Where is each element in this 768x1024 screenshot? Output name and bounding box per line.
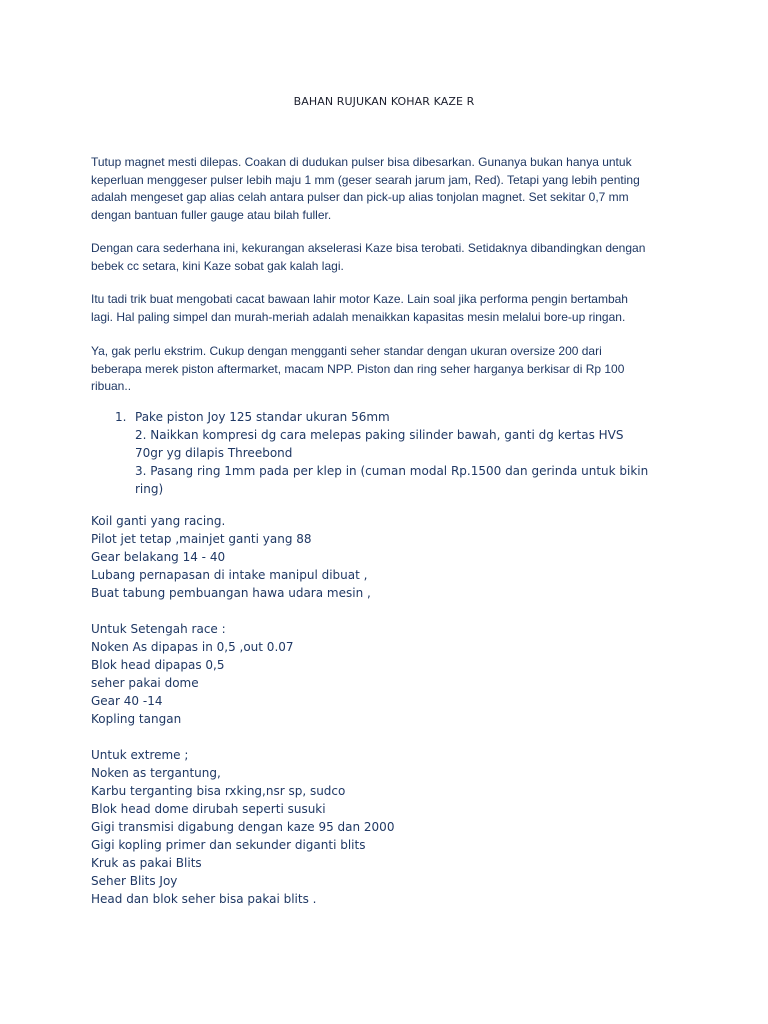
text-block-2 [91,620,294,728]
text-line: Kruk as pakai Blits [91,856,202,870]
text-block-1 [91,512,371,602]
paragraph-line: adalah mengeset gap alias celah antara pulser dan pick-up alias tonjolan magnet. Set sekitar 0,7 mm [91,190,629,204]
text-line: Pilot jet tetap ,mainjet ganti yang 88 [91,532,312,546]
list-line: 70gr yg dilapis Threebond [135,446,293,460]
text-line: Kopling tangan [91,712,182,726]
text-line: Buat tabung pembuangan hawa udara mesin , [91,586,371,600]
document-title: BAHAN RUJUKAN KOHAR KAZE R [293,95,475,108]
text-line: Gear 40 -14 [91,694,163,708]
paragraph-line: Dengan cara sederhana ini, kekurangan akselerasi Kaze bisa terobati. Setidaknya dibandingkan dengan [91,241,646,255]
text-line: Head dan blok seher bisa pakai blits . [91,892,317,906]
text-line: Blok head dome dirubah seperti susuki [91,802,326,816]
paragraph-4 [91,343,691,396]
text-line: Gear belakang 14 - 40 [91,550,226,564]
paragraph-1 [91,154,691,224]
text-block-3 [91,746,394,908]
text-line: Karbu terganting bisa rxking,nsr sp, sudco [91,784,346,798]
text-line: Noken as tergantung, [91,766,221,780]
paragraph-line: lagi. Hal paling simpel dan murah-meriah adalah menaikkan kapasitas mesin melalui bore-up ringan. [91,309,626,324]
paragraph-line: dengan bantuan fuller gauge atau bilah fuller. [91,207,332,222]
list-line: Pake piston Joy 125 standar ukuran 56mm [135,410,390,424]
text-line: Lubang pernapasan di intake manipul dibuat , [91,568,368,582]
paragraph-line: ribuan.. [91,379,132,393]
list-line: ring) [135,482,164,496]
list-line: 3. Pasang ring 1mm pada per klep in (cuman modal Rp.1500 dan gerinda untuk bikin [135,464,649,478]
text-line: Gigi kopling primer dan sekunder diganti blits [91,838,366,852]
list-line: 2. Naikkan kompresi dg cara melepas paking silinder bawah, ganti dg kertas HVS [135,428,624,442]
paragraph-line: beberapa merek piston aftermarket, macam NPP. Piston dan ring seher harganya berkisar di Rp 100 [91,361,625,376]
text-line: Untuk extreme ; [91,748,189,762]
paragraph-line: Itu tadi trik buat mengobati cacat bawaan lahir motor Kaze. Lain soal jika performa pengin bertambah [91,292,628,306]
text-line: Blok head dipapas 0,5 [91,658,225,672]
list-number: 1. [115,410,127,424]
paragraph-line: Ya, gak perlu ekstrim. Cukup dengan mengganti seher standar dengan ukuran oversize 200 dari [91,344,602,358]
paragraph-line: bebek cc setara, kini Kaze sobat gak kalah lagi. [91,258,344,273]
text-line: seher pakai dome [91,676,199,690]
text-line: Untuk Setengah race : [91,622,226,636]
paragraph-line: Tutup magnet mesti dilepas. Coakan di dudukan pulser bisa dibesarkan. Gunanya bukan hanya untuk [91,155,632,169]
paragraph-3 [91,291,691,326]
text-line: Seher Blits Joy [91,874,178,888]
text-line: Noken As dipapas in 0,5 ,out 0.07 [91,640,294,654]
paragraph-line: keperluan menggeser pulser lebih maju 1 mm (geser searah jarum jam, Red). Tetapi yang lebih penting [91,172,640,187]
text-line: Gigi transmisi digabung dengan kaze 95 dan 2000 [91,820,395,834]
paragraph-2 [91,240,691,275]
text-line: Koil ganti yang racing. [91,514,226,528]
